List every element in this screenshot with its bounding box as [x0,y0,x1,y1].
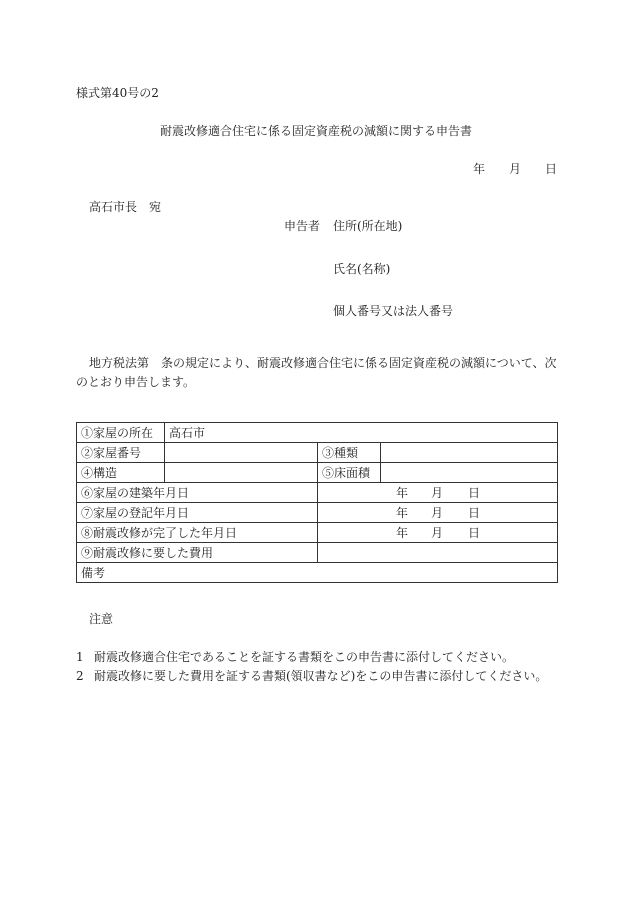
date-day: 日 [545,162,558,176]
cost-value [318,543,558,563]
note-2-number: 2 [76,669,84,683]
form-number: 様式第40号の2 [76,86,159,100]
table-row [77,543,558,563]
notes-heading: 注意 [89,612,114,626]
table-row [77,503,558,523]
remarks-label: 備考 [77,563,558,583]
table-row [77,563,558,583]
location-label: ①家屋の所在 [77,423,165,443]
floor-area-value [381,463,558,483]
built-date-value: 年 月 日 [318,483,558,503]
registered-date-value: 年 月 日 [318,503,558,523]
addressee: 高石市長 宛 [89,200,162,214]
form-title: 耐震改修適合住宅に係る固定資産税の減額に関する申告書 [160,124,473,138]
note-1-number: 1 [76,650,84,664]
location-value: 高石市 [165,423,558,443]
note-1-text: 耐震改修適合住宅であることを証する書類をこの申告書に添付してください。 [94,650,515,664]
applicant-label: 申告者 [284,219,321,233]
structure-value [165,463,318,483]
floor-area-label: ⑤床面積 [318,463,381,483]
house-number-label: ②家屋番号 [77,443,165,463]
table-row [77,443,558,463]
property-table [76,422,558,583]
table-row [77,523,558,543]
name-label: 氏名(名称) [333,262,391,276]
registered-date-label: ⑦家屋の登記年月日 [77,503,318,523]
address-label: 住所(所在地) [333,219,403,233]
built-date-label: ⑥家屋の建築年月日 [77,483,318,503]
type-value [381,443,558,463]
house-number-value [165,443,318,463]
table-row [77,463,558,483]
completed-date-value: 年 月 日 [318,523,558,543]
note-2-text: 耐震改修に要した費用を証する書類(領収書など)をこの申告書に添付してください。 [94,669,548,683]
completed-date-label: ⑧耐震改修が完了した年月日 [77,523,318,543]
date-month: 月 [509,162,522,176]
type-label: ③種類 [318,443,381,463]
table-row [77,483,558,503]
date-year: 年 [473,162,486,176]
structure-label: ④構造 [77,463,165,483]
body-line-1: 地方税法第 条の規定により、耐震改修適合住宅に係る固定資産税の減額について、次 [89,356,557,370]
body-line-2: のとおり申告します。 [76,375,196,389]
cost-label: ⑨耐震改修に要した費用 [77,543,318,563]
number-label: 個人番号又は法人番号 [333,304,454,318]
table-row [77,423,558,443]
